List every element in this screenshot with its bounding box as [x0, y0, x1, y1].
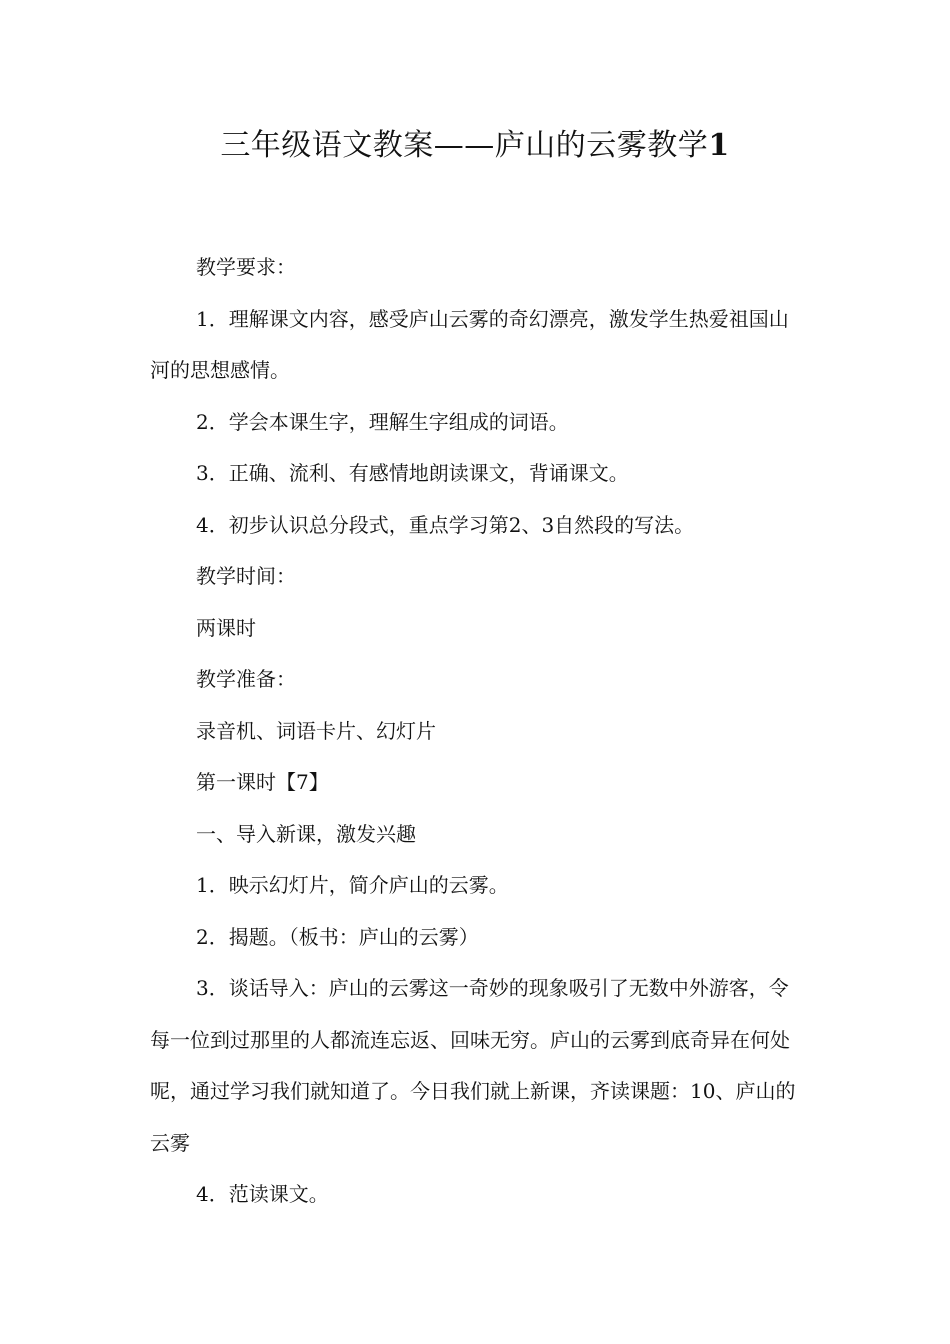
document-title [0, 122, 950, 170]
paragraph-requirements-heading: 教学要求： [196, 255, 296, 279]
paragraph-time-heading: 教学时间： [196, 564, 296, 588]
paragraph-time-value: 两课时 [196, 615, 256, 640]
paragraph-requirement-4: 4．初步认识总分段式，重点学习第2、3自然段的写法。 [196, 512, 695, 537]
document-body [150, 242, 800, 1221]
title-number: 1 [708, 128, 730, 163]
paragraph-prep-value: 录音机、词语卡片、幻灯片 [196, 718, 436, 743]
title-text: 三年级语文教案——庐山的云雾教学 [220, 128, 709, 163]
paragraph-requirement-2: 2．学会本课生字，理解生字组成的词语。 [196, 409, 569, 434]
paragraph-prep-heading: 教学准备： [196, 667, 296, 691]
paragraph-lesson-one: 第一课时【7】 [196, 770, 329, 794]
paragraph-step-3: 3．谈话导入：庐山的云雾这一奇妙的现象吸引了无数中外游客，令每一位到过那里的人都流连忘返、回味无穷。庐山的云雾到底奇异在何处呢，通过学习我们就知道了。今日我们就上新课，齐读课题：10、庐山的云雾 [150, 976, 796, 1155]
paragraph-step-4: 4．范读课文。 [196, 1182, 329, 1206]
paragraph-section-intro: 一、导入新课，激发兴趣 [196, 821, 416, 846]
paragraph-requirement-3: 3．正确、流利、有感情地朗读课文，背诵课文。 [196, 461, 629, 485]
paragraph-step-2: 2．揭题。（板书：庐山的云雾） [196, 924, 479, 949]
paragraph-step-1: 1．映示幻灯片，简介庐山的云雾。 [196, 873, 509, 897]
paragraph-requirement-1: 1．理解课文内容，感受庐山云雾的奇幻漂亮，激发学生热爱祖国山河的思想感情。 [150, 306, 789, 382]
